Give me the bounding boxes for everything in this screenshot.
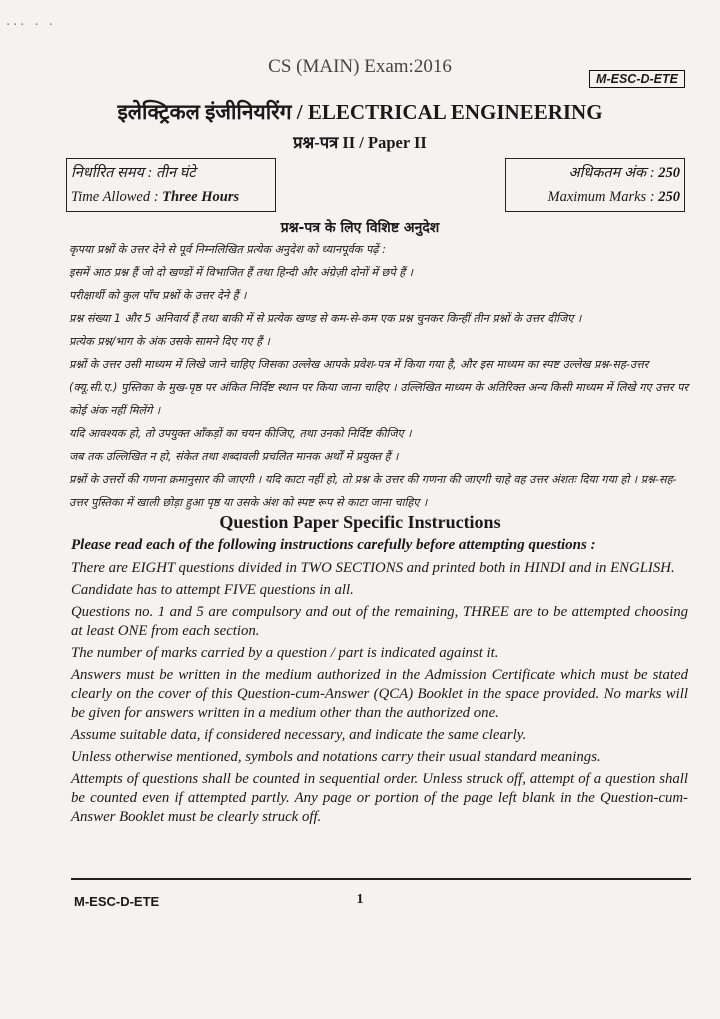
english-instructions-heading: Question Paper Specific Instructions (219, 512, 501, 532)
instruction-line: Questions no. 1 and 5 are compulsory and out of the remaining, THREE are to be attempted choosing at least ONE from each section. (71, 604, 688, 639)
hindi-instruction-line: प्रश्नों के उत्तरों की गणना क्रमानुसार की जाएगी । यदि काटा नहीं हो, तो प्रश्न के उत्तर की गणना की जाएगी चाहे वह उत्तर अंशतः दिया गया हो । प्रश्न-सह-उत्तर पुस्तिका में खाली छोड़ा हुआ पृष्ठ या उसके अंश को स्पष्ट रूप से काटा जाना चाहिए । (69, 473, 677, 509)
instruction-line: Answers must be written in the medium authorized in the Admission Certificate which must be stated clearly on the cover of this Question-cum-Answer (QCA) Booklet in the space provided. No marks will be given for answers written in a medium other than the authorized one. (71, 667, 688, 721)
instruction-line: Attempts of questions shall be counted in sequential order. Unless struck off, attempt of a question shall be counted even if attempted partly. Any page or portion of the page left blank in the Question-cum-Answer Booklet must be clearly struck off. (71, 771, 688, 825)
instruction-line: Candidate has to attempt FIVE questions in all. (71, 582, 354, 598)
maximum-marks-box (505, 158, 685, 212)
footer-divider (71, 878, 691, 880)
footer-paper-code: M-ESC-D-ETE (74, 894, 160, 909)
paper-title: प्रश्न-पत्र II / Paper II (293, 133, 427, 152)
time-allowed-label: Time Allowed : (71, 189, 163, 205)
subject-title: इलेक्ट्रिकल इंजीनियरिंग / ELECTRICAL ENGINEERING (117, 100, 603, 124)
instruction-line: Assume suitable data, if considered necessary, and indicate the same clearly. (71, 727, 527, 743)
maximum-marks-hindi-label: अधिकतम अंक : (568, 165, 659, 181)
page-number: 1 (356, 892, 364, 907)
time-allowed-box (66, 158, 276, 212)
instruction-line: Unless otherwise mentioned, symbols and notations carry their usual standard meanings. (71, 749, 601, 765)
maximum-marks-value: 250 (658, 189, 680, 205)
maximum-marks-hindi-value: 250 (658, 165, 680, 181)
exam-name: CS (MAIN) Exam:2016 (268, 56, 452, 77)
hindi-instruction-line: इसमें आठ प्रश्न हैं जो दो खण्डों में विभाजित हैं तथा हिन्दी और अंग्रेज़ी दोनों में छपे हैं । (69, 266, 414, 279)
paper-code-box: M-ESC-D-ETE (589, 70, 685, 88)
hindi-instruction-line: प्रश्न संख्या 1 और 5 अनिवार्य हैं तथा बाकी में से प्रत्येक खण्ड से कम-से-कम एक प्रश्न चुनकर किन्हीं तीन प्रश्नों के उत्तर दीजिए । (69, 312, 582, 325)
instruction-line: There are EIGHT questions divided in TWO SECTIONS and printed both in HINDI and in ENGLISH. (71, 560, 675, 576)
hindi-instruction-line: जब तक उल्लिखित न हो, संकेत तथा शब्दावली प्रचलित मानक अर्थों में प्रयुक्त हैं । (69, 450, 399, 463)
time-allowed-english (71, 185, 271, 209)
hindi-instructions-heading: प्रश्न-पत्र के लिए विशिष्ट अनुदेश (280, 220, 440, 236)
hindi-instruction-line: प्रश्नों के उत्तर उसी माध्यम में लिखे जाने चाहिए जिसका उल्लेख आपके प्रवेश-पत्र में किया गया है, और इस माध्यम का स्पष्ट उल्लेख प्रश्न-सह-उत्तर (क्यू.सी.ए.) पुस्तिका के मुख-पृष्ठ पर अंकित निर्दिष्ट स्थान पर किया जाना चाहिए । उल्लिखित माध्यम के अतिरिक्त अन्य किसी माध्यम में लिखे गए उत्तर पर कोई अंक नहीं मिलेंगे । (69, 358, 689, 417)
hindi-instruction-line: कृपया प्रश्नों के उत्तर देने से पूर्व निम्नलिखित प्रत्येक अनुदेश को ध्यानपूर्वक पढ़ें : (69, 243, 386, 256)
maximum-marks-hindi (510, 161, 680, 185)
time-allowed-hindi: निर्धारित समय : तीन घंटे (71, 165, 196, 181)
instructions-lead: Please read each of the following instructions carefully before attempting questions : (71, 537, 596, 553)
time-allowed-value: Three Hours (162, 189, 240, 205)
hindi-instruction-line: यदि आवश्यक हो, तो उपयुक्त आँकड़ों का चयन कीजिए, तथा उनको निर्दिष्ट कीजिए । (69, 427, 412, 440)
english-instructions (71, 536, 688, 830)
hindi-instruction-line: परीक्षार्थी को कुल पाँच प्रश्नों के उत्तर देने हैं । (69, 289, 247, 302)
instruction-line: The number of marks carried by a question / part is indicated against it. (71, 645, 499, 661)
maximum-marks-english (510, 185, 680, 209)
maximum-marks-label: Maximum Marks : (547, 189, 659, 205)
hindi-instruction-line: प्रत्येक प्रश्न/भाग के अंक उसके सामने दिए गए हैं । (69, 335, 270, 348)
scan-mark: ··· · · (6, 18, 56, 33)
hindi-instructions (69, 238, 689, 514)
